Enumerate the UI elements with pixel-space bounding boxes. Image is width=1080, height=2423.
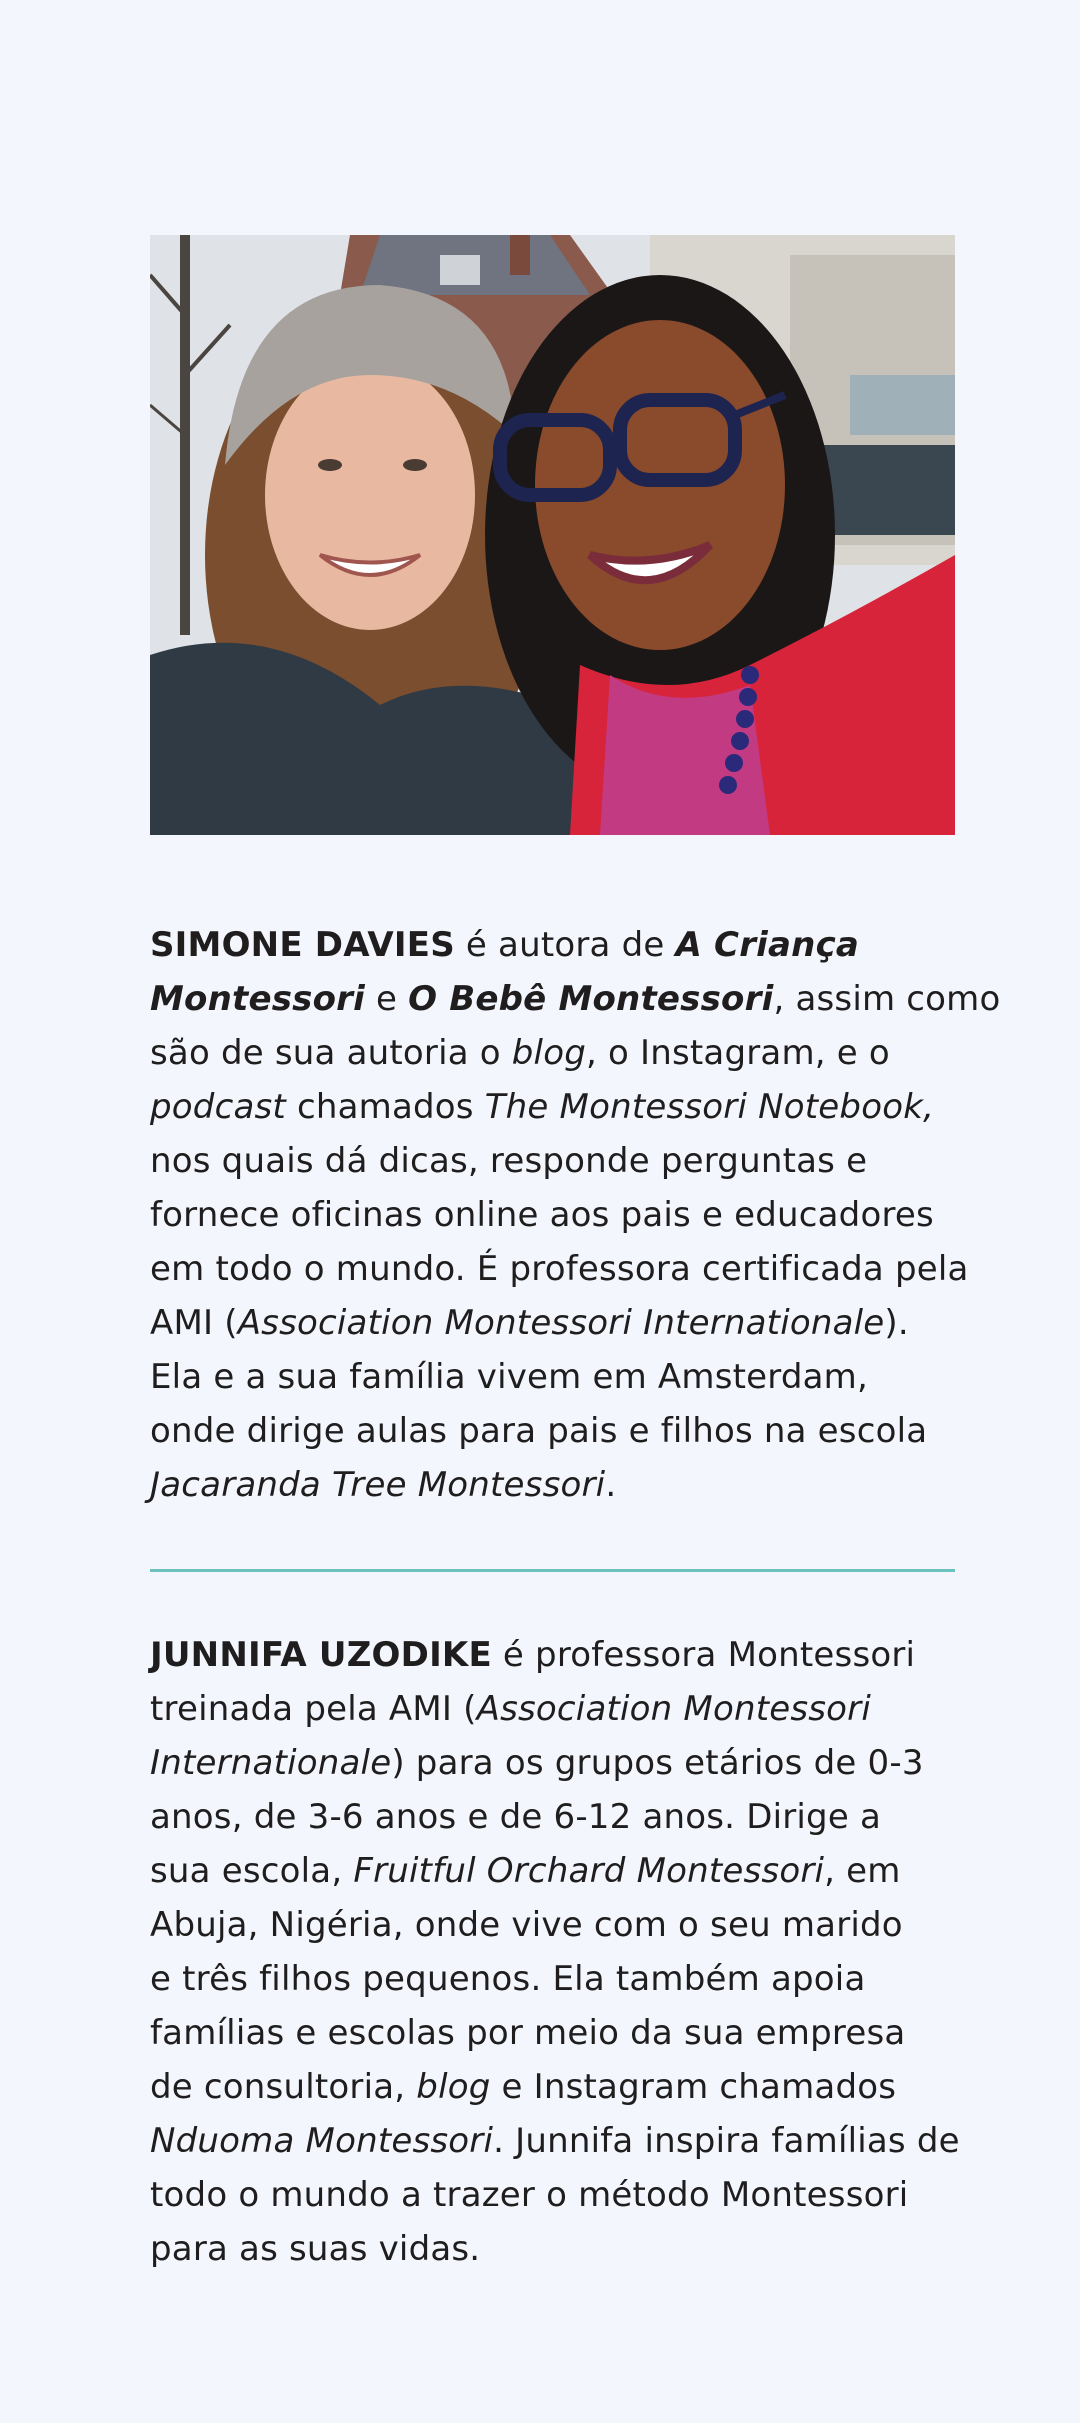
bio-text: treinada pela AMI ( xyxy=(150,1689,477,1729)
book-title: Montessori xyxy=(150,979,365,1019)
bio-text: . Junnifa inspira famílias de xyxy=(493,2121,960,2161)
author-name: SIMONE DAVIES xyxy=(150,925,455,965)
brand-name: The Montessori Notebook, xyxy=(484,1087,935,1127)
bio-text: são de sua autoria o xyxy=(150,1033,512,1073)
bio-text: , em xyxy=(824,1851,901,1891)
bio-term: blog xyxy=(416,2067,491,2107)
bio-text: e três filhos pequenos. Ela também apoia xyxy=(150,1959,866,1999)
school-name: Fruitful Orchard Montessori xyxy=(353,1851,825,1891)
bio-text: Abuja, Nigéria, onde vive com o seu marido xyxy=(150,1905,903,1945)
bio-term: blog xyxy=(511,1033,586,1073)
bio-text: para as suas vidas. xyxy=(150,2229,481,2269)
bio-text: Ela e a sua família vivem em Amsterdam, xyxy=(150,1357,868,1397)
bio-text: famílias e escolas por meio da sua empresa xyxy=(150,2013,906,2053)
organization-name: Association Montessori xyxy=(476,1689,872,1729)
bio-text: nos quais dá dicas, responde perguntas e xyxy=(150,1141,868,1181)
bio-text: AMI ( xyxy=(150,1303,238,1343)
bio-text: chamados xyxy=(285,1087,485,1127)
bio-text: de consultoria, xyxy=(150,2067,417,2107)
book-title: A Criança xyxy=(675,925,860,965)
bio-text: anos, de 3-6 anos e de 6-12 anos. Dirige a xyxy=(150,1797,881,1837)
bio-text: e Instagram chamados xyxy=(490,2067,897,2107)
section-divider xyxy=(150,1569,955,1572)
bio-term: podcast xyxy=(150,1087,286,1127)
school-name: Jacaranda Tree Montessori xyxy=(150,1465,606,1505)
bio-text: sua escola, xyxy=(150,1851,354,1891)
author-photo xyxy=(150,235,955,835)
organization-name: Association Montessori Internationale xyxy=(237,1303,885,1343)
bio-text: ). xyxy=(884,1303,909,1343)
bio-text: todo o mundo a trazer o método Montessori xyxy=(150,2175,909,2215)
author-name: JUNNIFA UZODIKE xyxy=(150,1635,492,1675)
bio-text: ) para os grupos etários de 0-3 xyxy=(391,1743,924,1783)
bio-text: , assim como xyxy=(773,979,1001,1019)
bio-text: é professora Montessori xyxy=(491,1635,916,1675)
bio-text: fornece oficinas online aos pais e educadores xyxy=(150,1195,934,1235)
bio-text: e xyxy=(364,979,409,1019)
organization-name: Internationale xyxy=(150,1743,392,1783)
bio-text: . xyxy=(605,1465,617,1505)
bio-text: em todo o mundo. É professora certificada pela xyxy=(150,1249,969,1289)
author-photo-illustration xyxy=(150,235,955,835)
bio-text: onde dirige aulas para pais e filhos na escola xyxy=(150,1411,928,1451)
bio-junnifa-uzodike xyxy=(150,1628,970,2276)
bio-text: , o Instagram, e o xyxy=(585,1033,890,1073)
bio-simone-davies xyxy=(150,918,1001,1512)
brand-name: Nduoma Montessori xyxy=(150,2121,494,2161)
bio-text: é autora de xyxy=(454,925,676,965)
book-title: O Bebê Montessori xyxy=(408,979,774,1019)
